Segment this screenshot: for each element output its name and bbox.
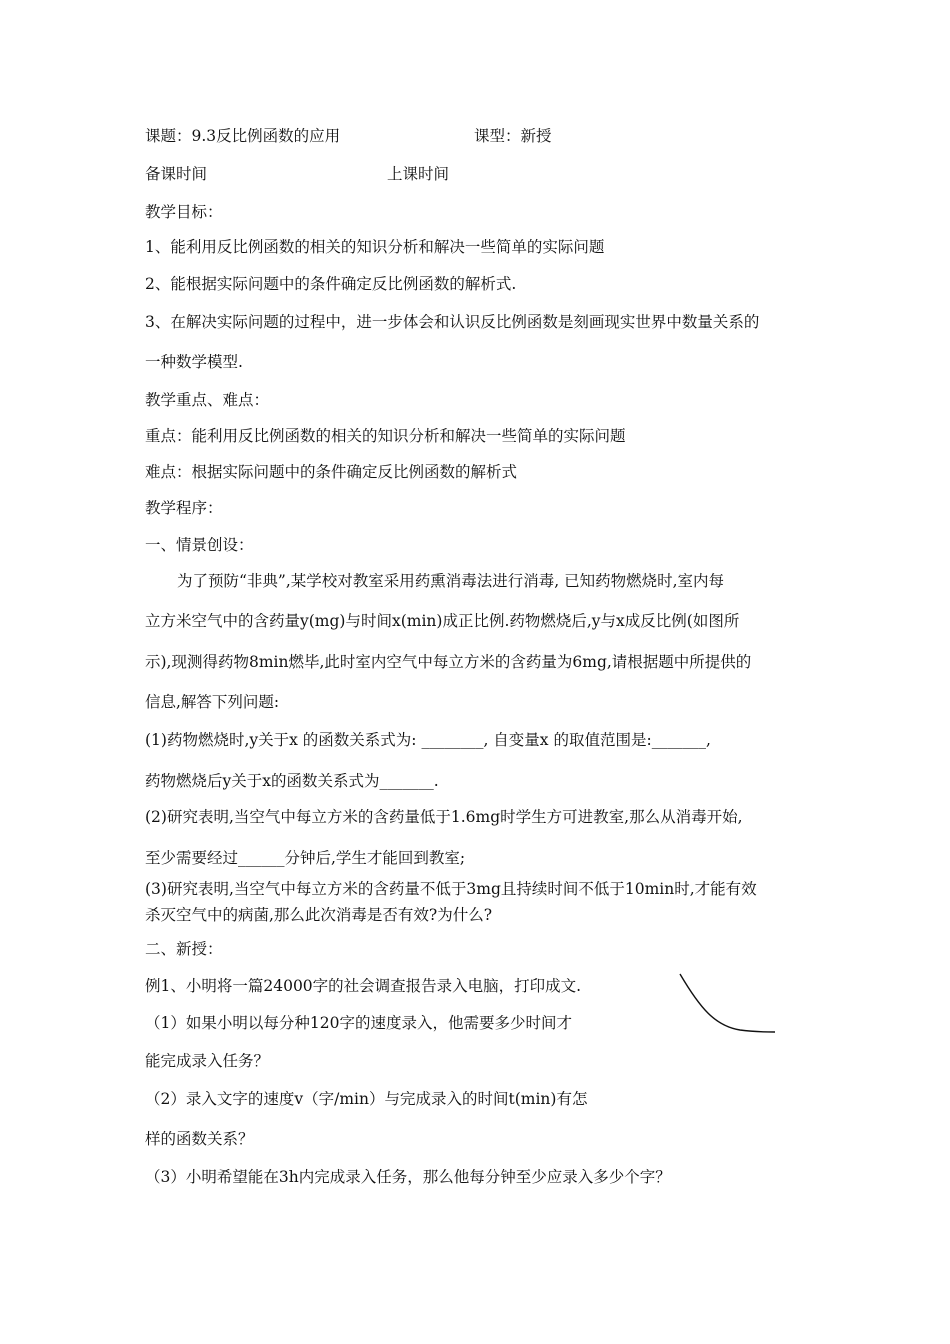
key-points-title: 教学重点、难点：: [145, 391, 270, 409]
procedure-title: 教学程序：: [145, 499, 223, 517]
class-time-label: 上课时间: [387, 165, 450, 183]
goal-item-continued: 一种数学模型.: [145, 353, 243, 371]
goals-title: 教学目标：: [145, 203, 223, 221]
question-3: (3)研究表明,当空气中每立方米的含药量不低于3mg且持续时间不低于10min时,才能有效: [145, 880, 757, 898]
section-heading: 一、情景创设：: [145, 536, 254, 554]
question-2-continued: 至少需要经过______分钟后,学生才能回到教室;: [145, 849, 466, 867]
goal-item: 1、能利用反比例函数的相关的知识分析和解决一些简单的实际问题: [145, 238, 605, 256]
scenario-paragraph-line: 为了预防“非典”,某学校对教室采用药熏消毒法进行消毒, 已知药物燃烧时,室内每: [177, 572, 725, 590]
example-1-question-2-continued: 样的函数关系？: [145, 1130, 254, 1148]
goal-item: 2、能根据实际问题中的条件确定反比例函数的解析式.: [145, 275, 517, 293]
question-3-continued: 杀灭空气中的病菌,那么此次消毒是否有效?为什么?: [145, 906, 493, 924]
lesson-type: 课型：新授: [474, 127, 552, 145]
example-1-question-1: （1）如果小明以每分种120字的速度录入，他需要多少时间才: [145, 1014, 572, 1032]
difficulty-point: 难点：根据实际问题中的条件确定反比例函数的解析式: [145, 463, 518, 481]
example-1-question-3: （3）小明希望能在3h内完成录入任务，那么他每分钟至少应录入多少个字？: [145, 1168, 671, 1186]
lesson-topic: 课题：9.3反比例函数的应用: [145, 127, 341, 145]
example-1-question-2: （2）录入文字的速度v（字/min）与完成录入的时间t(min)有怎: [145, 1090, 588, 1108]
scenario-paragraph-line: 示),现测得药物8min燃毕,此时室内空气中每立方米的含药量为6mg,请根据题中所提供的: [145, 653, 752, 671]
inverse-proportion-curve: [670, 968, 790, 1048]
section-heading: 二、新授：: [145, 940, 223, 958]
example-1-question-1-continued: 能完成录入任务？: [145, 1052, 270, 1070]
question-1: (1)药物燃烧时,y关于x 的函数关系式为: ________, 自变量x 的取值范围是:_______,: [145, 731, 711, 749]
prep-time-label: 备课时间: [145, 165, 208, 183]
focus-point: 重点：能利用反比例函数的相关的知识分析和解决一些简单的实际问题: [145, 427, 626, 445]
scenario-paragraph-line: 信息,解答下列问题:: [145, 693, 280, 711]
example-1: 例1、小明将一篇24000字的社会调查报告录入电脑，打印成文.: [145, 977, 582, 995]
question-2: (2)研究表明,当空气中每立方米的含药量低于1.6mg时学生方可进教室,那么从消毒开始,: [145, 808, 743, 826]
scenario-paragraph-line: 立方米空气中的含药量y(mg)与时间x(min)成正比例.药物燃烧后,y与x成反比例(如图所: [145, 612, 740, 630]
goal-item: 3、在解决实际问题的过程中，进一步体会和认识反比例函数是刻画现实世界中数量关系的: [145, 313, 760, 331]
question-1-continued: 药物燃烧后y关于x的函数关系式为_______.: [145, 772, 439, 790]
